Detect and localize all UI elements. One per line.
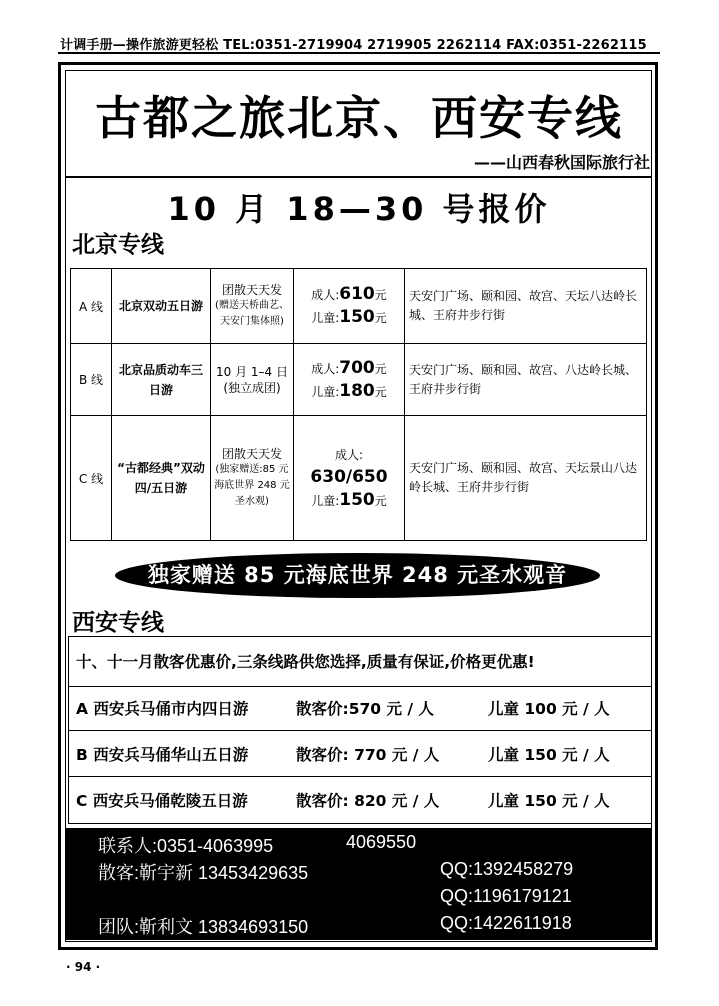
route-name: 北京品质动车三日游 [112, 344, 211, 416]
route-price [294, 269, 405, 344]
beijing-section-title: 北京专线 [72, 232, 164, 258]
xian-route-row [70, 789, 650, 811]
route-code: B 线 [71, 344, 112, 416]
route-code: C 线 [71, 416, 112, 541]
xian-child-price: 儿童 150 元 / 人 [488, 746, 610, 764]
xian-route-name: C 西安兵马俑乾陵五日游 [76, 792, 248, 810]
route-sites: 天安门广场、颐和园、故宫、天坛八达岭长城、王府井步行街 [405, 269, 647, 344]
route-code: A 线 [71, 269, 112, 344]
beijing-routes-table [70, 268, 647, 541]
xian-adult-price: 散客价: 820 元 / 人 [296, 792, 440, 810]
departure-mode: 团散天天发 [221, 447, 282, 461]
adult-price: 700 [339, 357, 375, 378]
xian-adult-price: 散客价:570 元 / 人 [296, 700, 434, 718]
price-unit: 元 [374, 384, 387, 399]
table-row [71, 269, 647, 344]
route-name: 北京双动五日游 [112, 269, 211, 344]
xian-adult-price: 散客价: 770 元 / 人 [296, 746, 440, 764]
contact-phone-2: 4069550 [346, 832, 417, 852]
price-heading: 10 月 18—30 号报价 [167, 190, 551, 228]
route-mode [211, 416, 294, 541]
adult-price: 630/650 [310, 467, 388, 487]
qq-number: QQ:1196179121 [440, 886, 572, 906]
agency-name: ——山西春秋国际旅行社 [473, 153, 650, 172]
adult-label: 成人: [334, 448, 364, 462]
price-unit: 元 [374, 494, 387, 508]
xian-divider [68, 776, 652, 777]
departure-note: (独家赠送:85 元海底世界 248 元圣水观) [214, 464, 290, 507]
table-row [71, 344, 647, 416]
route-sites: 天安门广场、颐和园、故宫、八达岭长城、王府井步行街 [405, 344, 647, 416]
xian-child-price: 儿童 150 元 / 人 [488, 792, 610, 810]
main-title: 古都之旅北京、西安专线 [95, 91, 623, 145]
xian-section-title: 西安专线 [72, 610, 164, 636]
title-divider [66, 176, 652, 178]
child-label: 儿童: [311, 494, 340, 508]
xian-route-row [70, 743, 650, 765]
price-unit: 元 [374, 288, 387, 302]
child-label: 儿童: [311, 311, 340, 325]
xian-divider [68, 730, 652, 731]
departure-mode: 10 月 1–4 日 [216, 364, 288, 379]
child-price: 150 [339, 307, 375, 327]
xian-route-name: A 西安兵马俑市内四日游 [76, 700, 249, 718]
table-row [71, 416, 647, 541]
price-unit: 元 [374, 361, 387, 376]
child-label: 儿童: [311, 384, 340, 399]
departure-mode: 团散天天发 [221, 283, 282, 297]
route-mode [211, 269, 294, 344]
qq-number: QQ:1422611918 [440, 913, 572, 933]
child-price: 180 [339, 380, 375, 401]
adult-price: 610 [339, 284, 375, 304]
page-header: 计调手册—操作旅游更轻松 TEL:0351-2719904 2719905 2262114 FAX:0351-2262115 [60, 38, 647, 53]
page-number: · 94 · [66, 960, 101, 974]
departure-note: (赠送天桥曲艺、天安门集体照) [215, 300, 289, 327]
route-price [294, 344, 405, 416]
retail-contact: 散客:靳宇新 13453429635 [98, 863, 309, 883]
route-sites: 天安门广场、颐和园、故宫、天坛景山八达岭长城、王府井步行街 [405, 416, 647, 541]
route-mode [211, 344, 294, 416]
adult-label: 成人: [311, 288, 340, 302]
xian-intro: 十、十一月散客优惠价,三条线路供您选择,质量有保证,价格更优惠! [76, 653, 535, 671]
group-contact: 团队:靳利文 13834693150 [98, 917, 309, 937]
xian-route-row [70, 697, 650, 719]
child-price: 150 [339, 490, 375, 510]
promo-banner: 独家赠送 85 元海底世界 248 元圣水观音 [115, 553, 600, 598]
xian-child-price: 儿童 100 元 / 人 [488, 700, 610, 718]
qq-number: QQ:1392458279 [440, 859, 574, 879]
route-name: “古都经典”双动四/五日游 [112, 416, 211, 541]
xian-route-name: B 西安兵马俑华山五日游 [76, 746, 249, 764]
contact-block [66, 828, 652, 940]
price-unit: 元 [374, 311, 387, 325]
xian-divider [68, 686, 652, 687]
departure-note: (独立成团) [223, 380, 281, 395]
header-rule [58, 52, 660, 54]
contact-phone: 联系人:0351-4063995 [98, 836, 274, 856]
route-price [294, 416, 405, 541]
adult-label: 成人: [311, 361, 340, 376]
